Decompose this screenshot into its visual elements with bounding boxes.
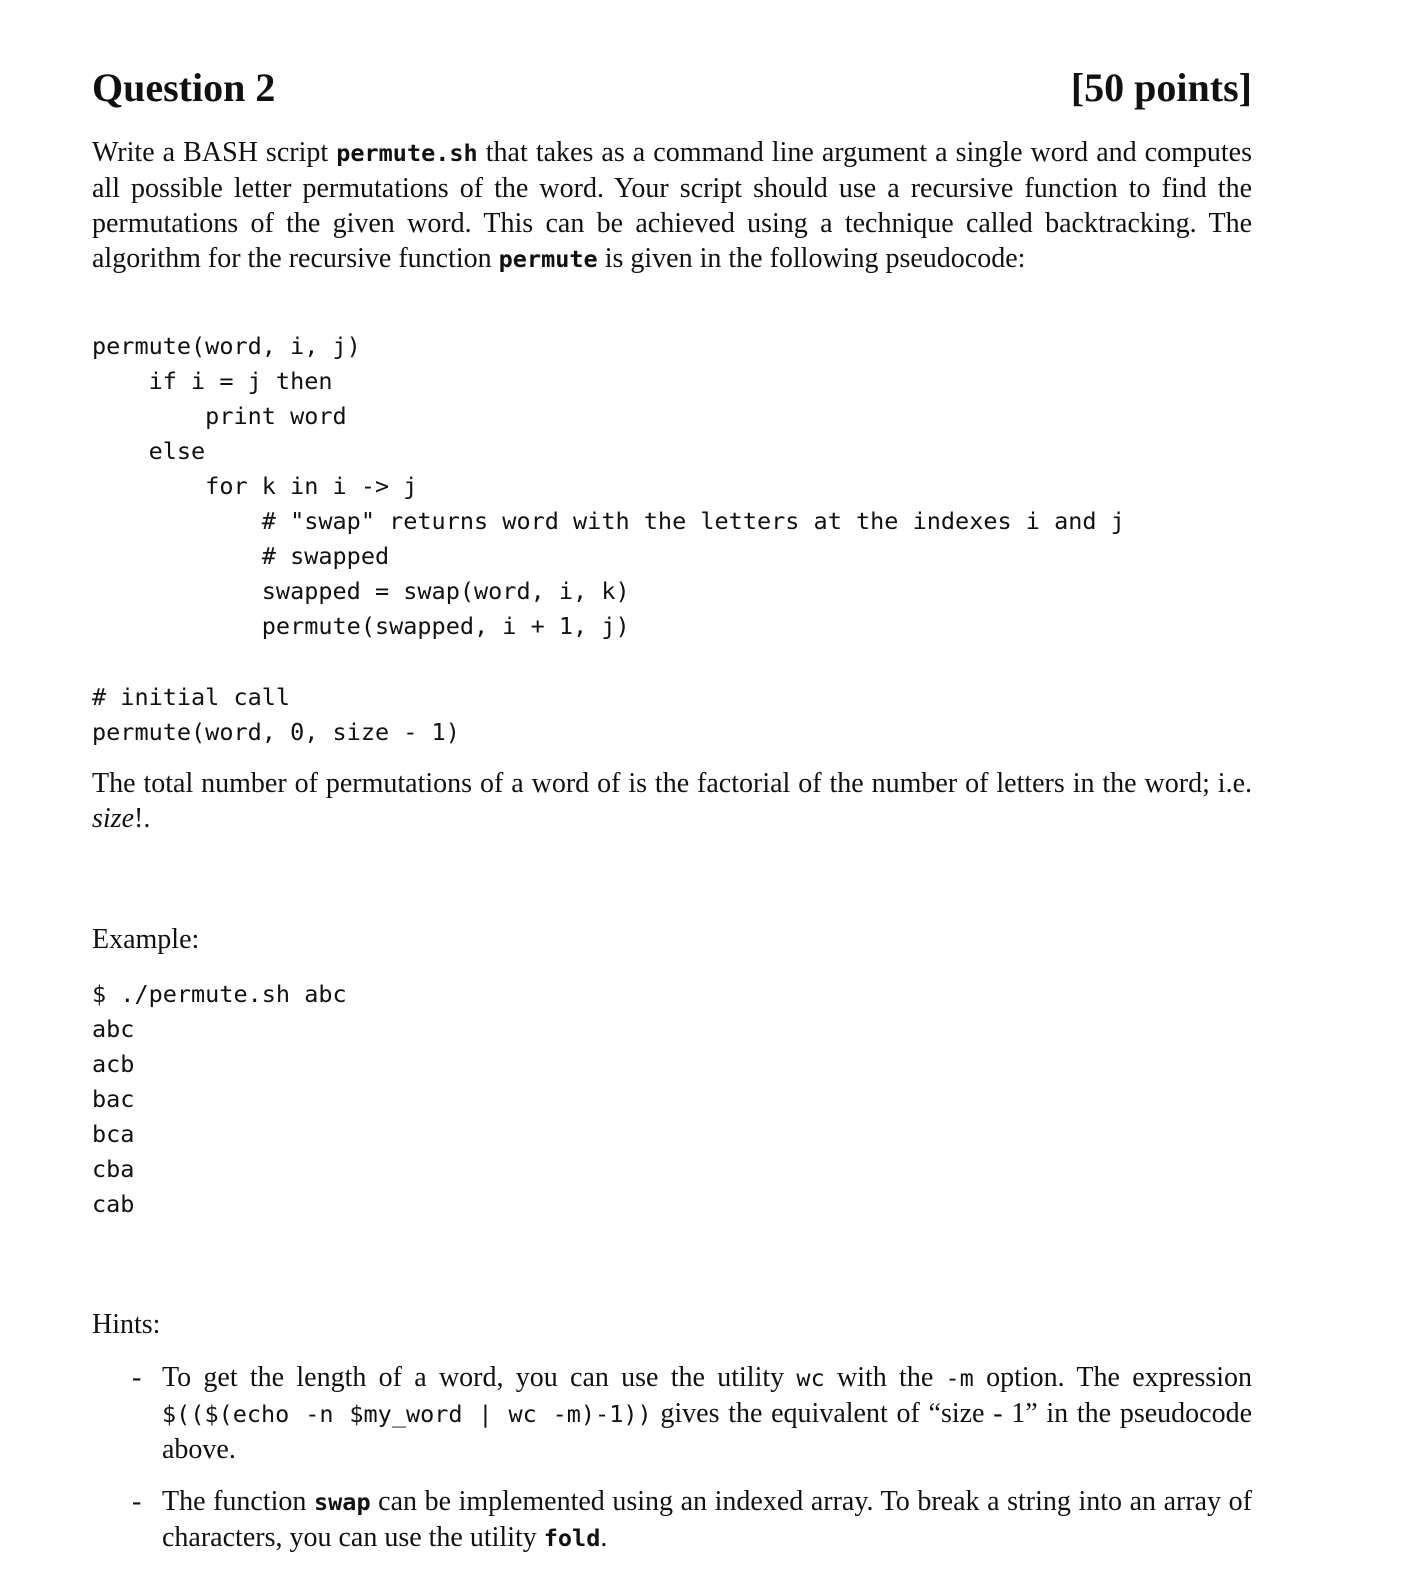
intro-text-2: that takes as a command line argument a single word and computes all possible letter permutations of the word. Your script should use a recursive function to find the permutations of the given word. This can be achieved using a technique called backtracking. The algorithm for the recursive function [92,137,1252,274]
hint-text: . [600,1522,608,1553]
pseudocode-block: permute(word, i, j) if i = j then print word else for k in i -> j # "swap" returns word with the letters at the indexes i and j # swapped swapped = swap(word, i, k) permute(swapped, i + 1, j) [92,332,1125,640]
total-end: !. [134,803,151,834]
hints-label: Hints: [92,1309,161,1340]
hint-item [132,1360,1252,1467]
code-wc: wc [796,1364,825,1392]
intro-paragraph [92,135,1252,277]
code-expression: $(($(echo -n $my_word | wc -m)-1)) [162,1400,652,1428]
hint-item [132,1484,1252,1556]
question-points: [50 points] [1070,65,1252,110]
hint-text: with the [824,1362,946,1393]
hint-text: To get the length of a word, you can use the utility [162,1362,797,1393]
hint-text: The function [162,1486,314,1517]
initial-call-block: # initial call permute(word, 0, size - 1) [92,683,460,746]
hint-dash: - [132,1486,142,1517]
question-title: Question 2 [92,65,276,110]
example-label: Example: [92,924,200,955]
hint-dash: - [132,1362,142,1393]
size-italic: size [92,803,134,834]
total-text: The total number of permutations of a word of is the factorial of the number of letters in the word; i.e. [92,768,1252,799]
intro-text-1: Write a BASH script [92,137,337,168]
intro-text-3: is given in the following pseudocode: [597,243,1026,274]
total-paragraph [92,766,1252,836]
hint-text: gives the equivalent of “size - 1” in the pseudocode above. [162,1398,1252,1465]
example-output: $ ./permute.sh abc abc acb bac bca cba cab [92,980,347,1218]
code-swap: swap [314,1488,371,1516]
hints-list [132,1360,1252,1556]
question-header [92,58,1252,118]
script-name: permute.sh [336,139,478,167]
hint-text: can be implemented using an indexed array. To break a string into an array of characters, you can use the utility [162,1486,1252,1553]
code-m-option: -m [945,1364,974,1392]
code-fold: fold [543,1524,601,1552]
hint-text: option. The expression [973,1362,1252,1393]
function-name: permute [498,245,598,273]
